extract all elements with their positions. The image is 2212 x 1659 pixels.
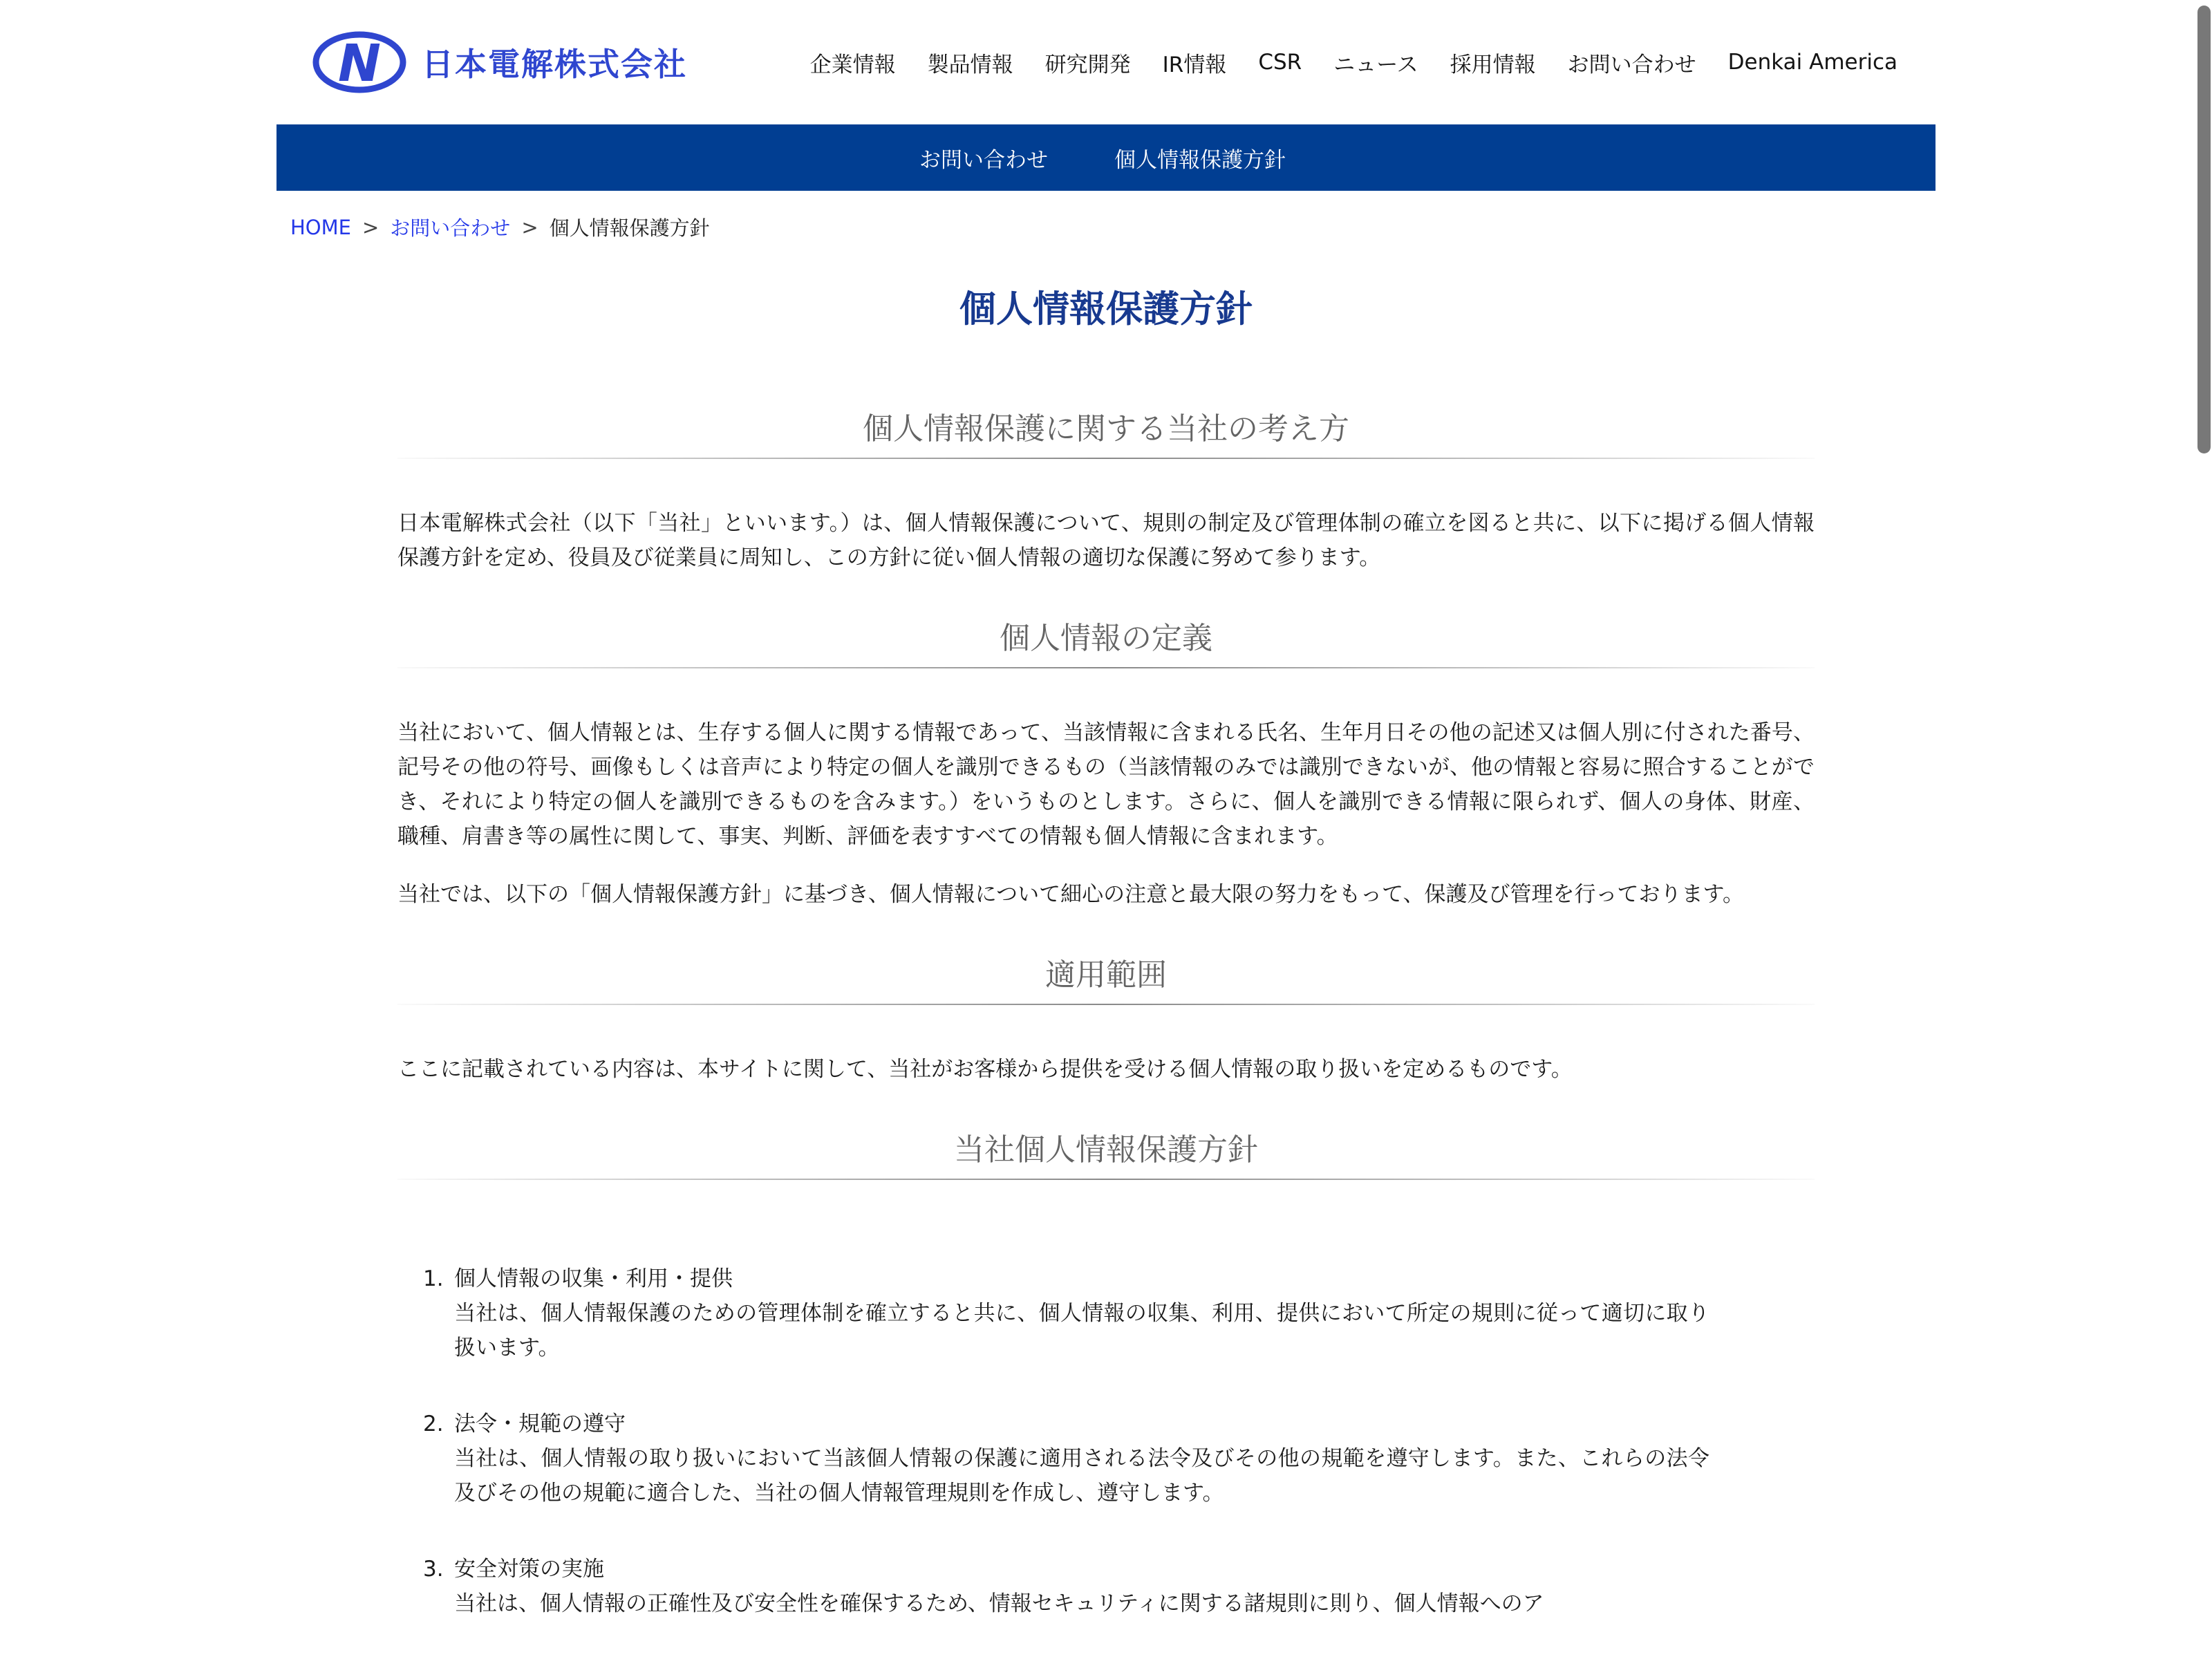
section-heading: 個人情報保護に関する当社の考え方 [863, 411, 1349, 447]
nav-item-news[interactable]: ニュース [1333, 52, 1418, 77]
policy-item-number: 3. [423, 1557, 444, 1582]
section-divider [397, 1004, 1815, 1005]
policy-item-body: 当社は、個人情報の正確性及び安全性を確保するため、情報セキュリティに関する諸規則に則り、個人情報へのア [454, 1591, 1544, 1616]
policy-item [423, 1262, 1815, 1365]
section-divider [397, 667, 1815, 668]
paragraph: 当社において、個人情報とは、生存する個人に関する情報であって、当該情報に含まれる氏名、生年月日その他の記述又は個人別に付された番号、記号その他の符号、画像もしくは音声により特定の個人を識別できるもの（当該情報のみでは識別できないが、他の情報と容易に照合することができ、それにより特定の個人を識別できるものを含みます。）をいうものとします。さらに、個人を識別できる情報に限られず、個人の身体、財産、職種、肩書き等の属性に関して、事実、判断、評価を表すすべての情報も個人情報に含まれます。 [397, 720, 1815, 849]
paragraph: 日本電解株式会社（以下「当社」といいます。）は、個人情報保護について、規則の制定及び管理体制の確立を図ると共に、以下に掲げる個人情報保護方針を定め、役員及び従業員に周知し、この方針に従い個人情報の適切な保護に努めて参ります。 [397, 511, 1815, 570]
subnav-item-contact[interactable]: お問い合わせ [919, 147, 1048, 173]
policy-item [423, 1407, 1815, 1510]
nav-item-products[interactable]: 製品情報 [927, 52, 1013, 77]
policy-item-title: 安全対策の実施 [454, 1557, 604, 1582]
paragraph: ここに記載されている内容は、本サイトに関して、当社がお客様から提供を受ける個人情報の取り扱いを定めるものです。 [397, 1057, 1573, 1082]
nav-item-csr[interactable]: CSR [1258, 50, 1302, 75]
section-heading: 適用範囲 [1045, 957, 1167, 993]
section-divider [397, 458, 1815, 459]
policy-list [423, 1262, 1815, 1621]
section-definition [397, 619, 1815, 912]
logo[interactable] [311, 30, 687, 94]
policy-item-number: 2. [423, 1412, 444, 1436]
logo-n-icon [311, 30, 408, 94]
breadcrumb-separator: > [521, 215, 538, 239]
page-title: 個人情報保護方針 [959, 288, 1253, 330]
section-divider [397, 1179, 1815, 1180]
logo-text: 日本電解株式会社 [422, 46, 687, 83]
section-company-policy [397, 1131, 1815, 1621]
section-policy-approach [397, 410, 1815, 575]
nav-item-recruit[interactable]: 採用情報 [1450, 52, 1536, 77]
section-heading: 個人情報の定義 [1000, 621, 1212, 656]
policy-item-number: 1. [423, 1266, 444, 1291]
section-heading: 当社個人情報保護方針 [954, 1132, 1258, 1168]
policy-item-title: 法令・規範の遵守 [454, 1412, 626, 1436]
scrollbar-thumb[interactable] [2197, 6, 2211, 453]
breadcrumb-home-link[interactable]: HOME [290, 215, 351, 239]
policy-item-body: 当社は、個人情報保護のための管理体制を確立すると共に、個人情報の収集、利用、提供において所定の規則に従って適切に取り扱います。 [454, 1301, 1709, 1360]
policy-item [423, 1552, 1815, 1621]
nav-item-research[interactable]: 研究開発 [1044, 52, 1131, 77]
breadcrumb-separator: > [362, 215, 379, 239]
main-content [397, 410, 1815, 1621]
subnav-bar [276, 124, 1936, 191]
nav-item-contact[interactable]: お問い合わせ [1567, 52, 1696, 77]
breadcrumb [0, 191, 2212, 241]
paragraph: 当社では、以下の「個人情報保護方針」に基づき、個人情報について細心の注意と最大限の努力をもって、保護及び管理を行っております。 [397, 882, 1745, 907]
site-header [0, 0, 2212, 124]
breadcrumb-current: 個人情報保護方針 [549, 216, 710, 240]
svg-text:N: N [338, 34, 381, 93]
subnav-item-privacy-policy[interactable]: 個人情報保護方針 [1114, 147, 1286, 173]
nav-item-denkai-america[interactable]: Denkai America [1727, 50, 1897, 75]
nav-item-ir[interactable]: IR情報 [1162, 52, 1227, 77]
policy-item-title: 個人情報の収集・利用・提供 [454, 1266, 733, 1291]
breadcrumb-contact-link[interactable]: お問い合わせ [390, 216, 511, 240]
main-nav [810, 47, 1897, 78]
policy-item-body: 当社は、個人情報の取り扱いにおいて当該個人情報の保護に適用される法令及びその他の規範を遵守します。また、これらの法令及びその他の規範に適合した、当社の個人情報管理規則を作成し、遵守します。 [454, 1446, 1709, 1506]
section-scope [397, 956, 1815, 1087]
nav-item-company-info[interactable]: 企業情報 [809, 52, 896, 77]
